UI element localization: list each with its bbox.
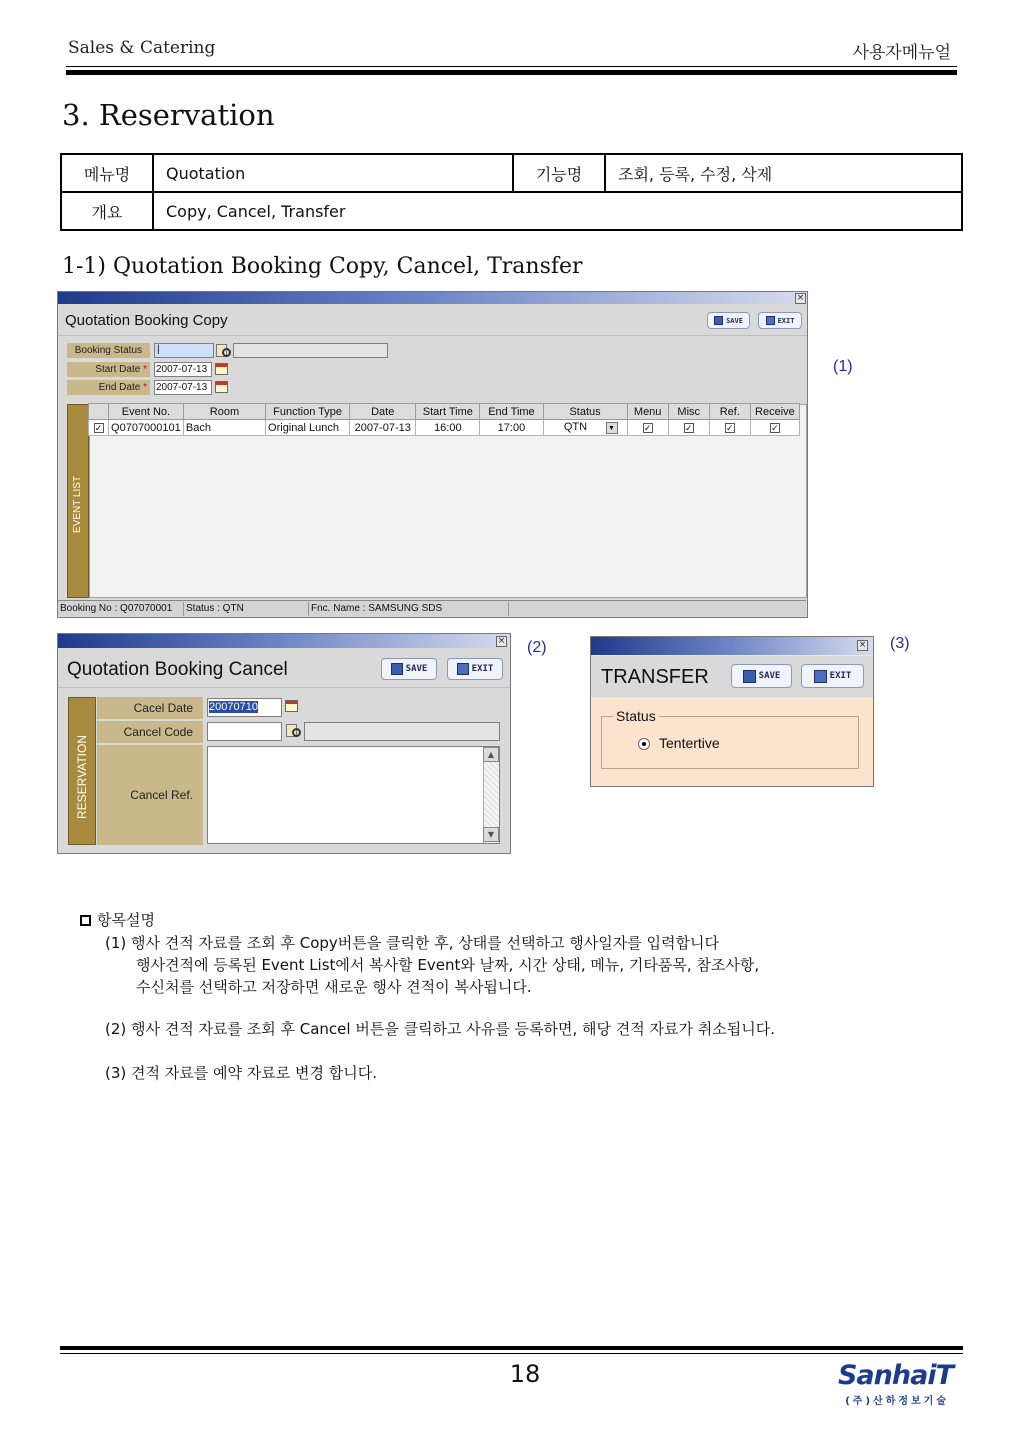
company-logo-subtitle: (주)산하정보기술 [845,1396,949,1407]
grid-header-select [89,404,109,420]
window-titlebar [58,292,807,304]
header-doc-type: 사용자메뉴얼 [852,43,951,63]
status-status: Status : QTN [184,602,309,616]
column-header[interactable]: Receive [750,404,799,420]
misc-checkbox[interactable]: ✓ [684,422,693,433]
search-icon[interactable] [216,344,230,357]
column-header[interactable]: Misc [668,404,709,420]
save-icon [391,663,403,675]
menu-label: 메뉴명 [61,154,153,192]
cancel-ref-label: Cancel Ref. [97,745,203,845]
calendar-icon[interactable] [215,363,228,375]
end-date-input[interactable]: 2007-07-13 [154,380,212,395]
save-icon [743,670,756,683]
divider [58,335,807,336]
scroll-up-icon[interactable]: ▲ [483,747,499,762]
save-button[interactable] [381,658,437,680]
status-booking-no: Booking No : Q07070001 [58,602,184,616]
callout-1: (1) [833,358,853,375]
exit-button[interactable] [447,658,503,680]
radio-selected-dot [642,742,646,746]
tentative-radio[interactable] [638,738,650,750]
footer-divider-thick [60,1346,963,1350]
exit-label: EXIT [471,664,494,674]
room-cell: Bach [183,420,265,436]
cancel-code-name [304,722,500,741]
close-icon[interactable]: × [497,636,506,646]
subsection-title: 1-1) Quotation Booking Copy, Cancel, Transfer [62,254,583,279]
event-list-label: EVENT LIST [72,475,83,533]
function-label: 기능명 [513,154,605,192]
menu-value: Quotation [153,154,513,192]
ref-cell[interactable] [709,420,750,436]
calendar-icon[interactable] [285,700,298,712]
cancel-code-label: Cancel Code [97,721,203,743]
function-type-cell: Original Lunch [266,420,350,436]
column-header[interactable]: Room [183,404,265,420]
save-label: SAVE [758,671,781,681]
booking-status-name [233,343,388,358]
column-header[interactable]: End Time [480,404,543,420]
cancel-date-label: Cacel Date [97,697,203,719]
status-fnc-name: Fnc. Name : SAMSUNG SDS [309,602,509,616]
close-icon[interactable]: × [858,640,867,650]
section-title: 3. Reservation [62,98,275,132]
description-item-2: (2) 행사 견적 자료를 조회 후 Cancel 버튼을 클릭하고 사유를 등록하면, 해당 견적 자료가 취소됩니다. [105,1020,775,1038]
description-item-1-line-1: (1) 행사 견적 자료를 조회 후 Copy버튼을 클릭한 후, 상태를 선택하고 행사일자를 입력합니다 [105,934,719,952]
end-time-cell: 17:00 [480,420,543,436]
header-divider-thin [66,66,957,67]
page-number: 18 [509,1360,541,1388]
cancel-window [57,633,511,854]
status-value: QTN [563,421,588,434]
menu-checkbox[interactable]: ✓ [643,422,652,433]
receive-cell[interactable] [750,420,799,436]
column-header[interactable]: Date [350,404,416,420]
header-divider-thick [66,70,957,75]
transfer-window [590,636,874,787]
start-date-input[interactable]: 2007-07-13 [154,362,212,377]
row-select-cell[interactable] [89,420,109,436]
scroll-down-icon[interactable]: ▼ [483,827,499,842]
column-header[interactable]: Status [543,404,627,420]
cancel-date-value: 20070710 [209,701,258,713]
window-titlebar [58,634,510,648]
status-bar [58,600,806,616]
end-date-label: End Date * [67,380,150,395]
description-item-3: (3) 견적 자료를 예약 자료로 변경 합니다. [105,1064,377,1082]
description-heading: 항목설명 [80,909,155,930]
footer-divider-thin [60,1353,963,1354]
exit-icon [814,670,827,683]
function-value: 조회, 등록, 수정, 삭제 [605,154,962,192]
search-icon[interactable] [286,724,300,737]
company-logo: SanhaiT [837,1360,953,1391]
start-time-cell: 16:00 [416,420,480,436]
description-item-1-line-3: 수신처를 선택하고 저장하면 새로운 행사 견적이 복사됩니다. [136,978,532,996]
date-cell: 2007-07-13 [350,420,416,436]
callout-2: (2) [527,639,547,656]
status-group-label: Status [613,708,659,724]
start-date-label: Start Date * [67,362,150,377]
tentative-option-label: Tentertive [659,735,720,751]
receive-checkbox[interactable]: ✓ [771,422,779,433]
description-item-1-line-2: 행사견적에 등록된 Event List에서 복사할 Event와 날짜, 시간 상태, 메뉴, 기타품목, 참조사항, [136,956,760,974]
summary-label: 개요 [61,192,153,230]
cancel-ref-textarea[interactable] [207,746,500,844]
save-button[interactable] [707,312,750,329]
column-header[interactable]: Menu [627,404,668,420]
event-no-cell: Q0707000101 [109,420,184,436]
info-table [60,153,963,231]
misc-cell[interactable] [668,420,709,436]
checkbox-bullet-icon [80,915,91,926]
exit-label: EXIT [829,671,852,681]
table-row[interactable] [89,420,800,436]
save-label: SAVE [405,664,428,674]
exit-button[interactable] [801,664,864,688]
callout-3: (3) [890,635,910,652]
reservation-sidebar [68,697,96,845]
save-icon [714,316,723,325]
window-title: Quotation Booking Cancel [67,659,288,680]
save-button[interactable] [731,664,792,688]
exit-label: EXIT [777,316,795,325]
exit-icon [766,316,775,325]
window-title: Quotation Booking Copy [65,312,228,329]
exit-icon [457,663,469,675]
close-icon[interactable]: × [796,293,805,303]
header-title: Sales & Catering [68,38,216,58]
column-header[interactable]: Function Type [266,404,350,420]
booking-status-input[interactable]: | [154,343,214,358]
row-select-checkbox[interactable]: ✓ [94,422,103,433]
column-header[interactable]: Start Time [416,404,480,420]
chevron-down-icon[interactable]: ▼ [606,422,618,434]
menu-cell[interactable] [627,420,668,436]
column-header[interactable]: Ref. [709,404,750,420]
event-list-sidebar [67,404,89,598]
window-titlebar [591,637,873,655]
event-list-grid [88,403,800,436]
save-label: SAVE [726,316,743,325]
window-title: TRANSFER [601,666,709,688]
summary-value: Copy, Cancel, Transfer [153,192,962,230]
ref-checkbox[interactable]: ✓ [726,422,734,433]
reservation-label: RESERVATION [75,734,89,819]
copy-window [57,291,808,618]
calendar-icon[interactable] [215,381,228,393]
cancel-code-input[interactable] [207,722,282,741]
column-header[interactable]: Event No. [109,404,184,420]
exit-button[interactable] [758,312,802,329]
cancel-date-input[interactable] [207,698,282,717]
booking-status-label: Booking Status [67,343,150,358]
divider [58,687,510,688]
status-dropdown[interactable] [543,420,627,436]
